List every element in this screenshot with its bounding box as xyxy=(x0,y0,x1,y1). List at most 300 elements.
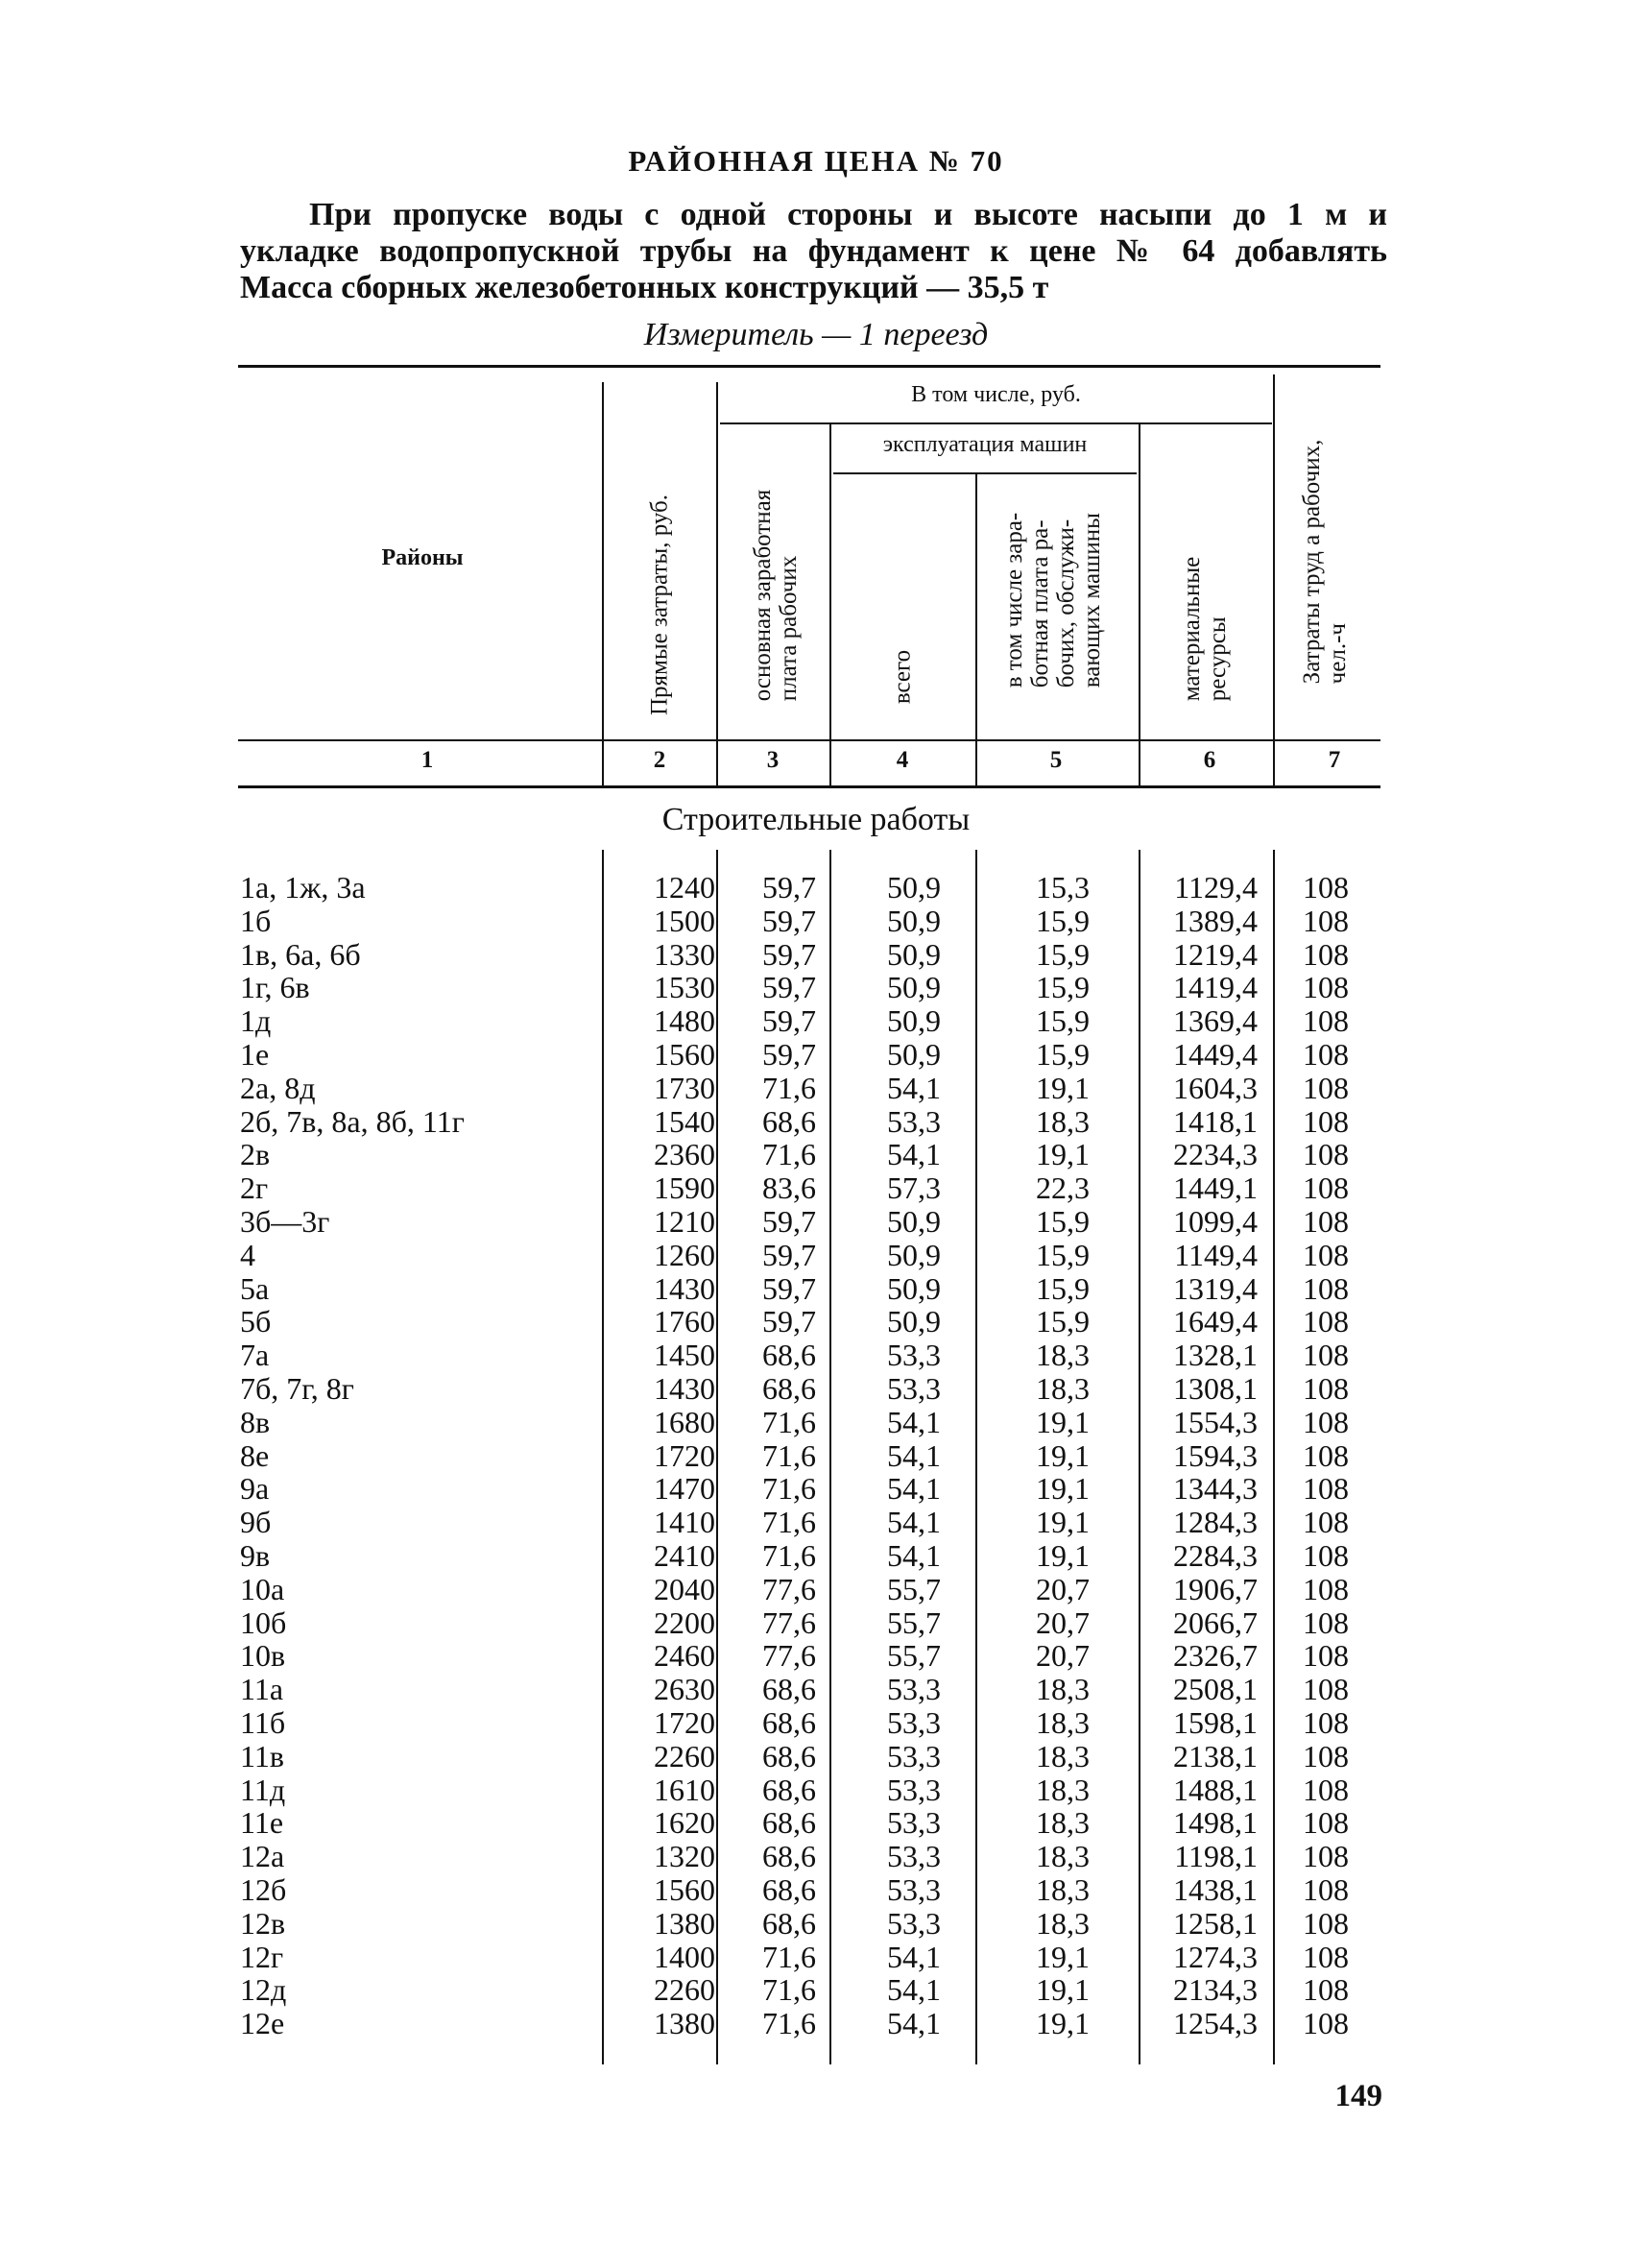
cell-region: 9б xyxy=(240,1505,272,1540)
header-vline xyxy=(1273,374,1275,785)
cell-machine-wage: 20,7 xyxy=(1036,1571,1090,1606)
cell-machine-total: 53,3 xyxy=(887,1772,941,1807)
cell-direct-costs: 1560 xyxy=(654,1037,715,1072)
cell-materials: 1498,1 xyxy=(1173,1805,1258,1841)
cell-labor: 108 xyxy=(1303,1204,1349,1239)
cell-materials: 2134,3 xyxy=(1173,1972,1258,2008)
cell-machine-wage: 18,3 xyxy=(1036,1705,1090,1740)
cell-base-wage: 71,6 xyxy=(762,1137,816,1172)
cell-base-wage: 68,6 xyxy=(762,1738,816,1773)
cell-region: 11а xyxy=(240,1672,284,1707)
cell-direct-costs: 1380 xyxy=(654,1905,715,1941)
cell-direct-costs: 1380 xyxy=(654,2006,715,2041)
cell-machine-wage: 19,1 xyxy=(1036,1404,1090,1439)
header-labor xyxy=(1299,440,1351,685)
cell-labor: 108 xyxy=(1303,1103,1349,1139)
cell-base-wage: 68,6 xyxy=(762,1103,816,1139)
cell-region: 2б, 7в, 8а, 8б, 11г xyxy=(240,1103,465,1139)
cell-machine-wage: 18,3 xyxy=(1036,1839,1090,1874)
column-number: 2 xyxy=(653,747,666,773)
intro-line-3: Масса сборных железобетонных конструкций — 35,5 т xyxy=(240,270,1049,305)
cell-base-wage: 59,7 xyxy=(762,870,816,905)
unit-of-measure: Измеритель — 1 переезд xyxy=(643,317,989,352)
cell-machine-total: 50,9 xyxy=(887,936,941,972)
cell-region: 12д xyxy=(240,1972,287,2008)
table-row xyxy=(0,971,1632,1004)
cell-machine-wage: 15,9 xyxy=(1036,1037,1090,1072)
cell-direct-costs: 2200 xyxy=(654,1604,715,1640)
table-row xyxy=(0,1038,1632,1072)
cell-labor: 108 xyxy=(1303,1003,1349,1039)
cell-machine-total: 50,9 xyxy=(887,1204,941,1239)
cell-machine-total: 54,1 xyxy=(887,1505,941,1540)
cell-direct-costs: 1720 xyxy=(654,1705,715,1740)
cell-machine-wage: 19,1 xyxy=(1036,1471,1090,1507)
cell-region: 5б xyxy=(240,1304,272,1339)
cell-labor: 108 xyxy=(1303,1672,1349,1707)
table-row xyxy=(0,1205,1632,1239)
cell-region: 2г xyxy=(240,1170,269,1206)
page-title: РАЙОННАЯ ЦЕНА № 70 xyxy=(628,144,1004,178)
cell-materials: 1284,3 xyxy=(1173,1505,1258,1540)
cell-region: 8е xyxy=(240,1437,270,1473)
cell-labor: 108 xyxy=(1303,1638,1349,1674)
cell-machine-total: 54,1 xyxy=(887,1070,941,1105)
cell-machine-wage: 19,1 xyxy=(1036,1939,1090,1974)
header-vline xyxy=(716,382,718,785)
cell-base-wage: 77,6 xyxy=(762,1638,816,1674)
cell-direct-costs: 1320 xyxy=(654,1839,715,1874)
table-row xyxy=(0,1372,1632,1406)
table-row xyxy=(0,1973,1632,2007)
header-vline xyxy=(975,472,977,785)
table-row xyxy=(0,1339,1632,1372)
cell-materials: 1344,3 xyxy=(1173,1471,1258,1507)
header-total: всего xyxy=(889,649,916,705)
header-base-wage xyxy=(750,490,802,701)
cell-materials: 1129,4 xyxy=(1174,870,1258,905)
cell-region: 1е xyxy=(240,1037,270,1072)
cell-machine-wage: 15,9 xyxy=(1036,1204,1090,1239)
cell-labor: 108 xyxy=(1303,1371,1349,1406)
cell-base-wage: 71,6 xyxy=(762,1471,816,1507)
cell-direct-costs: 1450 xyxy=(654,1338,715,1373)
cell-base-wage: 68,6 xyxy=(762,1872,816,1907)
cell-machine-total: 54,1 xyxy=(887,1538,941,1573)
cell-materials: 1274,3 xyxy=(1173,1939,1258,1974)
cell-materials: 1319,4 xyxy=(1173,1270,1258,1306)
cell-labor: 108 xyxy=(1303,1772,1349,1807)
cell-machine-total: 50,9 xyxy=(887,903,941,938)
header-regions: Районы xyxy=(381,545,464,570)
cell-labor: 108 xyxy=(1303,1237,1349,1272)
cell-machine-total: 54,1 xyxy=(887,2006,941,2041)
cell-machine-total: 54,1 xyxy=(887,1471,941,1507)
cell-machine-total: 53,3 xyxy=(887,1905,941,1941)
cell-materials: 1419,4 xyxy=(1173,970,1258,1005)
cell-base-wage: 77,6 xyxy=(762,1571,816,1606)
cell-labor: 108 xyxy=(1303,1705,1349,1740)
intro-paragraph xyxy=(240,197,1387,306)
header-divider-machines xyxy=(833,472,1137,474)
cell-region: 12а xyxy=(240,1839,285,1874)
cell-machine-wage: 15,9 xyxy=(1036,1270,1090,1306)
header-base-wage-line: основная заработная xyxy=(750,489,776,702)
table-row xyxy=(0,1406,1632,1439)
cell-direct-costs: 1620 xyxy=(654,1805,715,1841)
cell-materials: 1449,1 xyxy=(1173,1170,1258,1206)
cell-direct-costs: 2360 xyxy=(654,1137,715,1172)
column-number: 1 xyxy=(420,747,434,773)
cell-machine-wage: 19,1 xyxy=(1036,1972,1090,2008)
table-row xyxy=(0,1105,1632,1139)
table-row xyxy=(0,871,1632,905)
cell-materials: 1254,3 xyxy=(1173,2006,1258,2041)
table-top-rule xyxy=(238,365,1380,368)
cell-direct-costs: 1260 xyxy=(654,1237,715,1272)
cell-region: 1в, 6а, 6б xyxy=(240,936,361,972)
cell-materials: 1604,3 xyxy=(1173,1070,1258,1105)
cell-machine-total: 55,7 xyxy=(887,1604,941,1640)
cell-base-wage: 71,6 xyxy=(762,1538,816,1573)
cell-labor: 108 xyxy=(1303,1270,1349,1306)
cell-region: 12в xyxy=(240,1905,286,1941)
cell-machine-wage: 19,1 xyxy=(1036,1137,1090,1172)
cell-machine-wage: 15,9 xyxy=(1036,970,1090,1005)
cell-machine-total: 50,9 xyxy=(887,1270,941,1306)
cell-labor: 108 xyxy=(1303,1738,1349,1773)
table-row xyxy=(0,905,1632,938)
cell-labor: 108 xyxy=(1303,2006,1349,2041)
cell-materials: 1219,4 xyxy=(1173,936,1258,972)
header-vline xyxy=(602,382,604,785)
header-including: В том числе, руб. xyxy=(911,382,1081,407)
table-row xyxy=(0,1171,1632,1205)
colnum-bottom-rule xyxy=(238,785,1380,788)
cell-materials: 1198,1 xyxy=(1174,1839,1258,1874)
cell-labor: 108 xyxy=(1303,1972,1349,2008)
cell-machine-wage: 15,9 xyxy=(1036,1003,1090,1039)
cell-machine-total: 53,3 xyxy=(887,1839,941,1874)
cell-labor: 108 xyxy=(1303,1839,1349,1874)
cell-base-wage: 68,6 xyxy=(762,1338,816,1373)
cell-base-wage: 59,7 xyxy=(762,936,816,972)
cell-machine-wage: 18,3 xyxy=(1036,1103,1090,1139)
cell-direct-costs: 1530 xyxy=(654,970,715,1005)
cell-direct-costs: 2260 xyxy=(654,1738,715,1773)
cell-materials: 2138,1 xyxy=(1173,1738,1258,1773)
cell-base-wage: 77,6 xyxy=(762,1604,816,1640)
intro-line-2: укладке водопропускной трубы на фундамент к цене № 64 добавлять xyxy=(240,233,1387,269)
cell-region: 11в xyxy=(240,1738,284,1773)
cell-machine-total: 53,3 xyxy=(887,1705,941,1740)
cell-machine-wage: 15,9 xyxy=(1036,1304,1090,1339)
table-row xyxy=(0,1706,1632,1740)
table-row xyxy=(0,1472,1632,1506)
column-number: 4 xyxy=(896,747,909,773)
cell-machine-total: 53,3 xyxy=(887,1738,941,1773)
column-number: 5 xyxy=(1049,747,1063,773)
cell-direct-costs: 1330 xyxy=(654,936,715,972)
cell-materials: 1258,1 xyxy=(1173,1905,1258,1941)
cell-region: 10б xyxy=(240,1604,287,1640)
header-machine-wage-line: в том числе зара- xyxy=(1001,512,1027,688)
cell-base-wage: 59,7 xyxy=(762,1037,816,1072)
header-vline xyxy=(1139,424,1140,785)
cell-materials: 1649,4 xyxy=(1173,1304,1258,1339)
cell-machine-wage: 19,1 xyxy=(1036,1538,1090,1573)
cell-direct-costs: 1760 xyxy=(654,1304,715,1339)
cell-machine-wage: 18,3 xyxy=(1036,1805,1090,1841)
cell-materials: 1099,4 xyxy=(1173,1204,1258,1239)
cell-machine-wage: 15,9 xyxy=(1036,903,1090,938)
cell-labor: 108 xyxy=(1303,936,1349,972)
cell-machine-total: 55,7 xyxy=(887,1571,941,1606)
cell-region: 5а xyxy=(240,1270,270,1306)
cell-materials: 1389,4 xyxy=(1173,903,1258,938)
column-number: 3 xyxy=(766,747,780,773)
cell-machine-total: 50,9 xyxy=(887,1304,941,1339)
cell-labor: 108 xyxy=(1303,1137,1349,1172)
header-labor-line: Затраты труд а рабочих, xyxy=(1299,439,1325,685)
header-materials-line: материальные xyxy=(1179,556,1205,702)
cell-machine-wage: 15,3 xyxy=(1036,870,1090,905)
cell-base-wage: 68,6 xyxy=(762,1805,816,1841)
cell-direct-costs: 2630 xyxy=(654,1672,715,1707)
page-number: 149 xyxy=(1334,2079,1382,2113)
table-row xyxy=(0,1773,1632,1807)
cell-region: 9а xyxy=(240,1471,270,1507)
cell-machine-wage: 15,9 xyxy=(1036,936,1090,972)
table-row xyxy=(0,1840,1632,1873)
cell-materials: 1594,3 xyxy=(1173,1437,1258,1473)
header-machine-wage xyxy=(1001,513,1105,688)
cell-labor: 108 xyxy=(1303,1872,1349,1907)
cell-materials: 1906,7 xyxy=(1173,1571,1258,1606)
cell-machine-wage: 18,3 xyxy=(1036,1905,1090,1941)
cell-machine-wage: 19,1 xyxy=(1036,2006,1090,2041)
cell-region: 3б—3г xyxy=(240,1204,330,1239)
cell-direct-costs: 1210 xyxy=(654,1204,715,1239)
cell-region: 4 xyxy=(240,1237,255,1272)
cell-region: 2а, 8д xyxy=(240,1070,316,1105)
cell-base-wage: 71,6 xyxy=(762,1437,816,1473)
cell-base-wage: 68,6 xyxy=(762,1772,816,1807)
table-row xyxy=(0,1606,1632,1640)
cell-base-wage: 59,7 xyxy=(762,1304,816,1339)
cell-materials: 1149,4 xyxy=(1174,1237,1258,1272)
cell-machine-wage: 22,3 xyxy=(1036,1170,1090,1206)
header-bottom-rule xyxy=(238,739,1380,741)
table-row xyxy=(0,1873,1632,1907)
cell-base-wage: 59,7 xyxy=(762,1204,816,1239)
header-labor-line: чел.-ч xyxy=(1325,623,1351,685)
cell-machine-wage: 19,1 xyxy=(1036,1070,1090,1105)
cell-machine-total: 50,9 xyxy=(887,870,941,905)
table-row xyxy=(0,1740,1632,1773)
cell-materials: 1554,3 xyxy=(1173,1404,1258,1439)
cell-labor: 108 xyxy=(1303,1471,1349,1507)
cell-region: 11б xyxy=(240,1705,286,1740)
cell-machine-wage: 18,3 xyxy=(1036,1672,1090,1707)
table-row xyxy=(0,1907,1632,1941)
cell-base-wage: 71,6 xyxy=(762,1505,816,1540)
cell-materials: 1308,1 xyxy=(1173,1371,1258,1406)
cell-base-wage: 59,7 xyxy=(762,1003,816,1039)
column-number: 6 xyxy=(1203,747,1216,773)
cell-materials: 2508,1 xyxy=(1173,1672,1258,1707)
cell-direct-costs: 1560 xyxy=(654,1872,715,1907)
cell-materials: 1328,1 xyxy=(1173,1338,1258,1373)
cell-machine-wage: 18,3 xyxy=(1036,1872,1090,1907)
table-row xyxy=(0,1539,1632,1573)
cell-labor: 108 xyxy=(1303,970,1349,1005)
cell-labor: 108 xyxy=(1303,1571,1349,1606)
table-row xyxy=(0,1573,1632,1606)
cell-base-wage: 68,6 xyxy=(762,1905,816,1941)
cell-machine-wage: 19,1 xyxy=(1036,1437,1090,1473)
cell-labor: 108 xyxy=(1303,1037,1349,1072)
header-direct-costs: Прямые затраты, руб. xyxy=(646,494,673,716)
cell-labor: 108 xyxy=(1303,1170,1349,1206)
cell-materials: 1418,1 xyxy=(1173,1103,1258,1139)
cell-machine-total: 50,9 xyxy=(887,970,941,1005)
header-divider-including xyxy=(720,422,1272,424)
cell-region: 10в xyxy=(240,1638,286,1674)
cell-materials: 1449,4 xyxy=(1173,1037,1258,1072)
cell-machine-wage: 20,7 xyxy=(1036,1604,1090,1640)
cell-materials: 1598,1 xyxy=(1173,1705,1258,1740)
section-title: Строительные работы xyxy=(661,802,971,837)
cell-machine-total: 54,1 xyxy=(887,1137,941,1172)
cell-direct-costs: 1470 xyxy=(654,1471,715,1507)
table-row xyxy=(0,1439,1632,1473)
cell-region: 12г xyxy=(240,1939,284,1974)
cell-direct-costs: 1430 xyxy=(654,1371,715,1406)
header-materials-line: ресурсы xyxy=(1205,616,1231,702)
cell-machine-total: 55,7 xyxy=(887,1638,941,1674)
cell-direct-costs: 1540 xyxy=(654,1103,715,1139)
cell-base-wage: 71,6 xyxy=(762,1070,816,1105)
cell-machine-total: 53,3 xyxy=(887,1103,941,1139)
cell-direct-costs: 1590 xyxy=(654,1170,715,1206)
header-machine-wage-line: ботная плата ра- xyxy=(1027,519,1053,688)
cell-materials: 2284,3 xyxy=(1173,1538,1258,1573)
cell-machine-wage: 18,3 xyxy=(1036,1371,1090,1406)
table-row xyxy=(0,1941,1632,1974)
cell-region: 1а, 1ж, 3а xyxy=(240,870,366,905)
cell-labor: 108 xyxy=(1303,1437,1349,1473)
table-row xyxy=(0,938,1632,972)
header-machine-operation: эксплуатация машин xyxy=(882,432,1088,457)
cell-direct-costs: 2460 xyxy=(654,1638,715,1674)
cell-region: 8в xyxy=(240,1404,271,1439)
cell-region: 10а xyxy=(240,1571,285,1606)
cell-machine-total: 54,1 xyxy=(887,1404,941,1439)
table-row xyxy=(0,1138,1632,1171)
cell-labor: 108 xyxy=(1303,1604,1349,1640)
cell-labor: 108 xyxy=(1303,1338,1349,1373)
cell-labor: 108 xyxy=(1303,903,1349,938)
header-base-wage-line: плата рабочих xyxy=(776,555,802,702)
cell-labor: 108 xyxy=(1303,1905,1349,1941)
cell-region: 2в xyxy=(240,1137,271,1172)
cell-region: 1д xyxy=(240,1003,272,1039)
cell-labor: 108 xyxy=(1303,1538,1349,1573)
cell-base-wage: 59,7 xyxy=(762,1270,816,1306)
cell-machine-total: 50,9 xyxy=(887,1237,941,1272)
cell-machine-wage: 18,3 xyxy=(1036,1738,1090,1773)
cell-machine-wage: 15,9 xyxy=(1036,1237,1090,1272)
cell-machine-total: 50,9 xyxy=(887,1037,941,1072)
cell-base-wage: 71,6 xyxy=(762,1404,816,1439)
table-row xyxy=(0,1506,1632,1539)
cell-base-wage: 71,6 xyxy=(762,1972,816,2008)
cell-base-wage: 68,6 xyxy=(762,1705,816,1740)
cell-base-wage: 71,6 xyxy=(762,2006,816,2041)
table-row xyxy=(0,1305,1632,1339)
cell-region: 7а xyxy=(240,1338,270,1373)
cell-machine-wage: 20,7 xyxy=(1036,1638,1090,1674)
cell-materials: 2234,3 xyxy=(1173,1137,1258,1172)
cell-machine-total: 53,3 xyxy=(887,1371,941,1406)
cell-base-wage: 83,6 xyxy=(762,1170,816,1206)
cell-direct-costs: 1680 xyxy=(654,1404,715,1439)
cell-labor: 108 xyxy=(1303,1304,1349,1339)
table-row xyxy=(0,1673,1632,1706)
cell-direct-costs: 2410 xyxy=(654,1538,715,1573)
cell-labor: 108 xyxy=(1303,1505,1349,1540)
table-row xyxy=(0,1004,1632,1038)
cell-materials: 1488,1 xyxy=(1173,1772,1258,1807)
cell-region: 7б, 7г, 8г xyxy=(240,1371,354,1406)
cell-direct-costs: 1240 xyxy=(654,870,715,905)
cell-machine-wage: 18,3 xyxy=(1036,1772,1090,1807)
cell-direct-costs: 2260 xyxy=(654,1972,715,2008)
cell-materials: 1438,1 xyxy=(1173,1872,1258,1907)
cell-machine-total: 53,3 xyxy=(887,1872,941,1907)
cell-machine-total: 54,1 xyxy=(887,1939,941,1974)
cell-direct-costs: 1410 xyxy=(654,1505,715,1540)
cell-machine-total: 57,3 xyxy=(887,1170,941,1206)
cell-direct-costs: 1720 xyxy=(654,1437,715,1473)
cell-materials: 2066,7 xyxy=(1173,1604,1258,1640)
cell-machine-total: 50,9 xyxy=(887,1003,941,1039)
table-row xyxy=(0,2007,1632,2040)
cell-materials: 1369,4 xyxy=(1173,1003,1258,1039)
header-vline xyxy=(829,424,831,785)
cell-direct-costs: 1480 xyxy=(654,1003,715,1039)
cell-labor: 108 xyxy=(1303,1070,1349,1105)
cell-base-wage: 68,6 xyxy=(762,1371,816,1406)
cell-direct-costs: 1430 xyxy=(654,1270,715,1306)
cell-labor: 108 xyxy=(1303,1404,1349,1439)
cell-direct-costs: 2040 xyxy=(654,1571,715,1606)
column-number: 7 xyxy=(1328,747,1341,773)
table-row xyxy=(0,1239,1632,1272)
cell-machine-wage: 18,3 xyxy=(1036,1338,1090,1373)
cell-materials: 2326,7 xyxy=(1173,1638,1258,1674)
cell-region: 9в xyxy=(240,1538,271,1573)
cell-direct-costs: 1610 xyxy=(654,1772,715,1807)
cell-direct-costs: 1400 xyxy=(654,1939,715,1974)
cell-region: 12е xyxy=(240,2006,285,2041)
cell-labor: 108 xyxy=(1303,1939,1349,1974)
cell-machine-total: 54,1 xyxy=(887,1972,941,2008)
cell-region: 1г, 6в xyxy=(240,970,310,1005)
header-materials xyxy=(1179,557,1231,701)
cell-base-wage: 59,7 xyxy=(762,1237,816,1272)
